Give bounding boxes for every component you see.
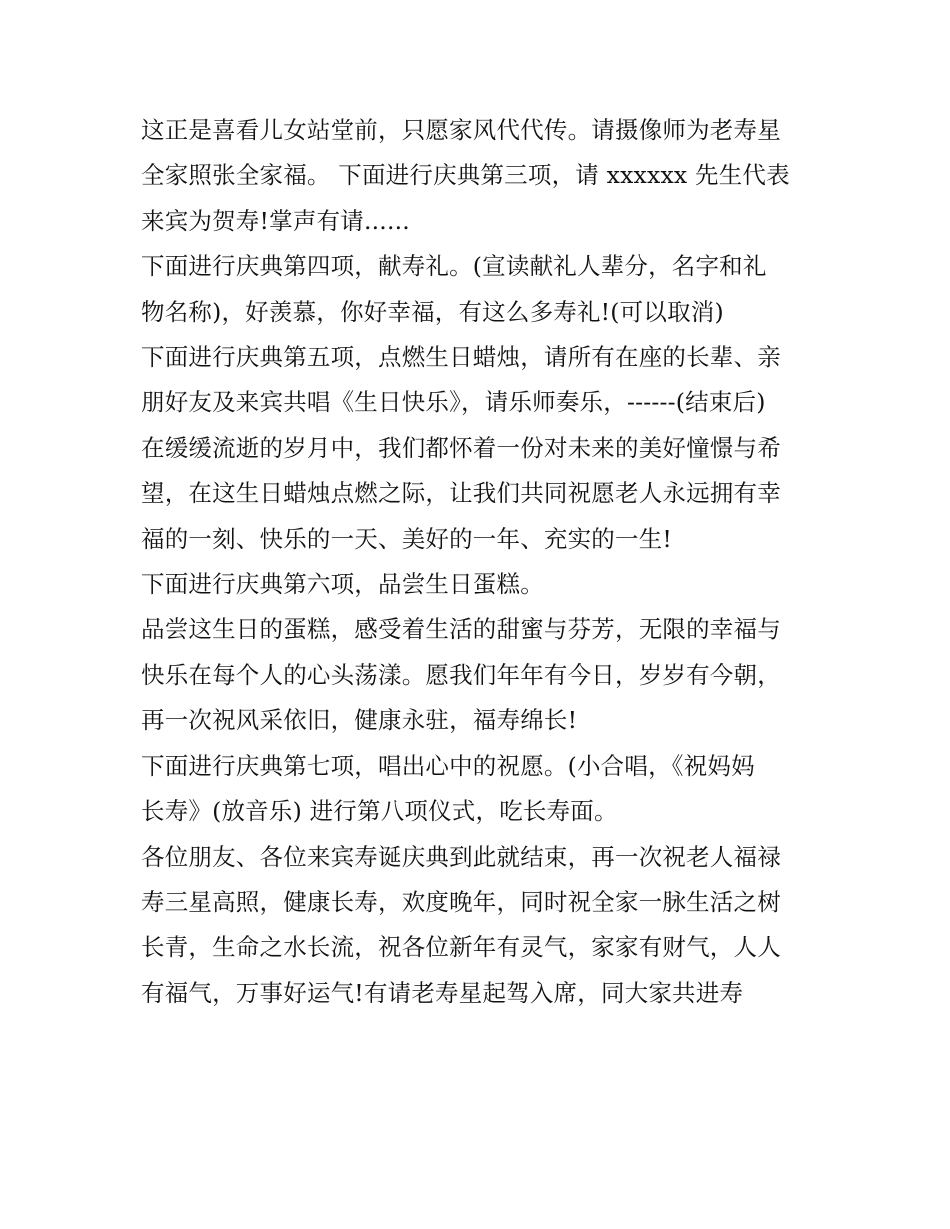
paragraph-4 <box>141 426 821 562</box>
text-line: 有福气，万事好运气!有请老寿星起驾入席，同大家共进寿 <box>141 978 744 1007</box>
text-line: 各位朋友、各位来宾寿诞庆典到此就结束，再一次祝老人福禄 <box>141 842 781 871</box>
text-line: 下面进行庆典第七项，唱出心中的祝愿。(小合唱，《祝妈妈 <box>141 751 755 780</box>
text-line: 长寿》(放音乐) 进行第八项仪式，吃长寿面。 <box>141 797 618 826</box>
paragraph-1 <box>141 108 821 244</box>
text-line: 下面进行庆典第五项，点燃生日蜡烛，请所有在座的长辈、亲 <box>141 343 781 372</box>
paragraph-6 <box>141 607 821 743</box>
text-line: 再一次祝风采依旧，健康永驻，福寿绵长! <box>141 706 578 735</box>
text-line: 下面进行庆典第六项，品尝生日蛋糕。 <box>141 570 544 599</box>
text-line: 福的一刻、快乐的一天、美好的一年、充实的一生! <box>141 524 673 553</box>
document-body <box>141 108 821 1016</box>
text-line: 这正是喜看儿女站堂前，只愿家风代代传。请摄像师为老寿星 <box>141 116 781 144</box>
text-line: 朋好友及来宾共唱《生日快乐》，请乐师奏乐，------(结束后) <box>141 388 766 417</box>
text-line: 物名称)，好羡慕，你好幸福，有这么多寿礼!(可以取消) <box>141 297 724 326</box>
text-line: 长青，生命之水长流，祝各位新年有灵气，家家有财气，人人 <box>141 933 781 962</box>
text-line: 来宾为贺寿!掌声有请...... <box>141 206 410 235</box>
text-line: 在缓缓流逝的岁月中，我们都怀着一份对未来的美好憧憬与希 <box>141 433 781 462</box>
text-line: 快乐在每个人的心头荡漾。愿我们年年有今日，岁岁有今朝， <box>141 660 781 689</box>
text-line: 寿三星高照，健康长寿，欢度晚年，同时祝全家一脉生活之树 <box>141 887 781 916</box>
text-line: 全家照张全家福。 下面进行庆典第三项，请 xxxxxx 先生代表 <box>141 161 790 190</box>
paragraph-7 <box>141 744 821 835</box>
paragraph-8 <box>141 835 821 1017</box>
text-line: 下面进行庆典第四项，献寿礼。(宣读献礼人辈分，名字和礼 <box>141 252 767 281</box>
text-line: 望，在这生日蜡烛点燃之际，让我们共同祝愿老人永远拥有幸 <box>141 479 781 508</box>
paragraph-2 <box>141 244 821 335</box>
text-line: 品尝这生日的蛋糕，感受着生活的甜蜜与芬芳，无限的幸福与 <box>141 615 781 644</box>
paragraph-5 <box>141 562 821 607</box>
paragraph-3 <box>141 335 821 426</box>
